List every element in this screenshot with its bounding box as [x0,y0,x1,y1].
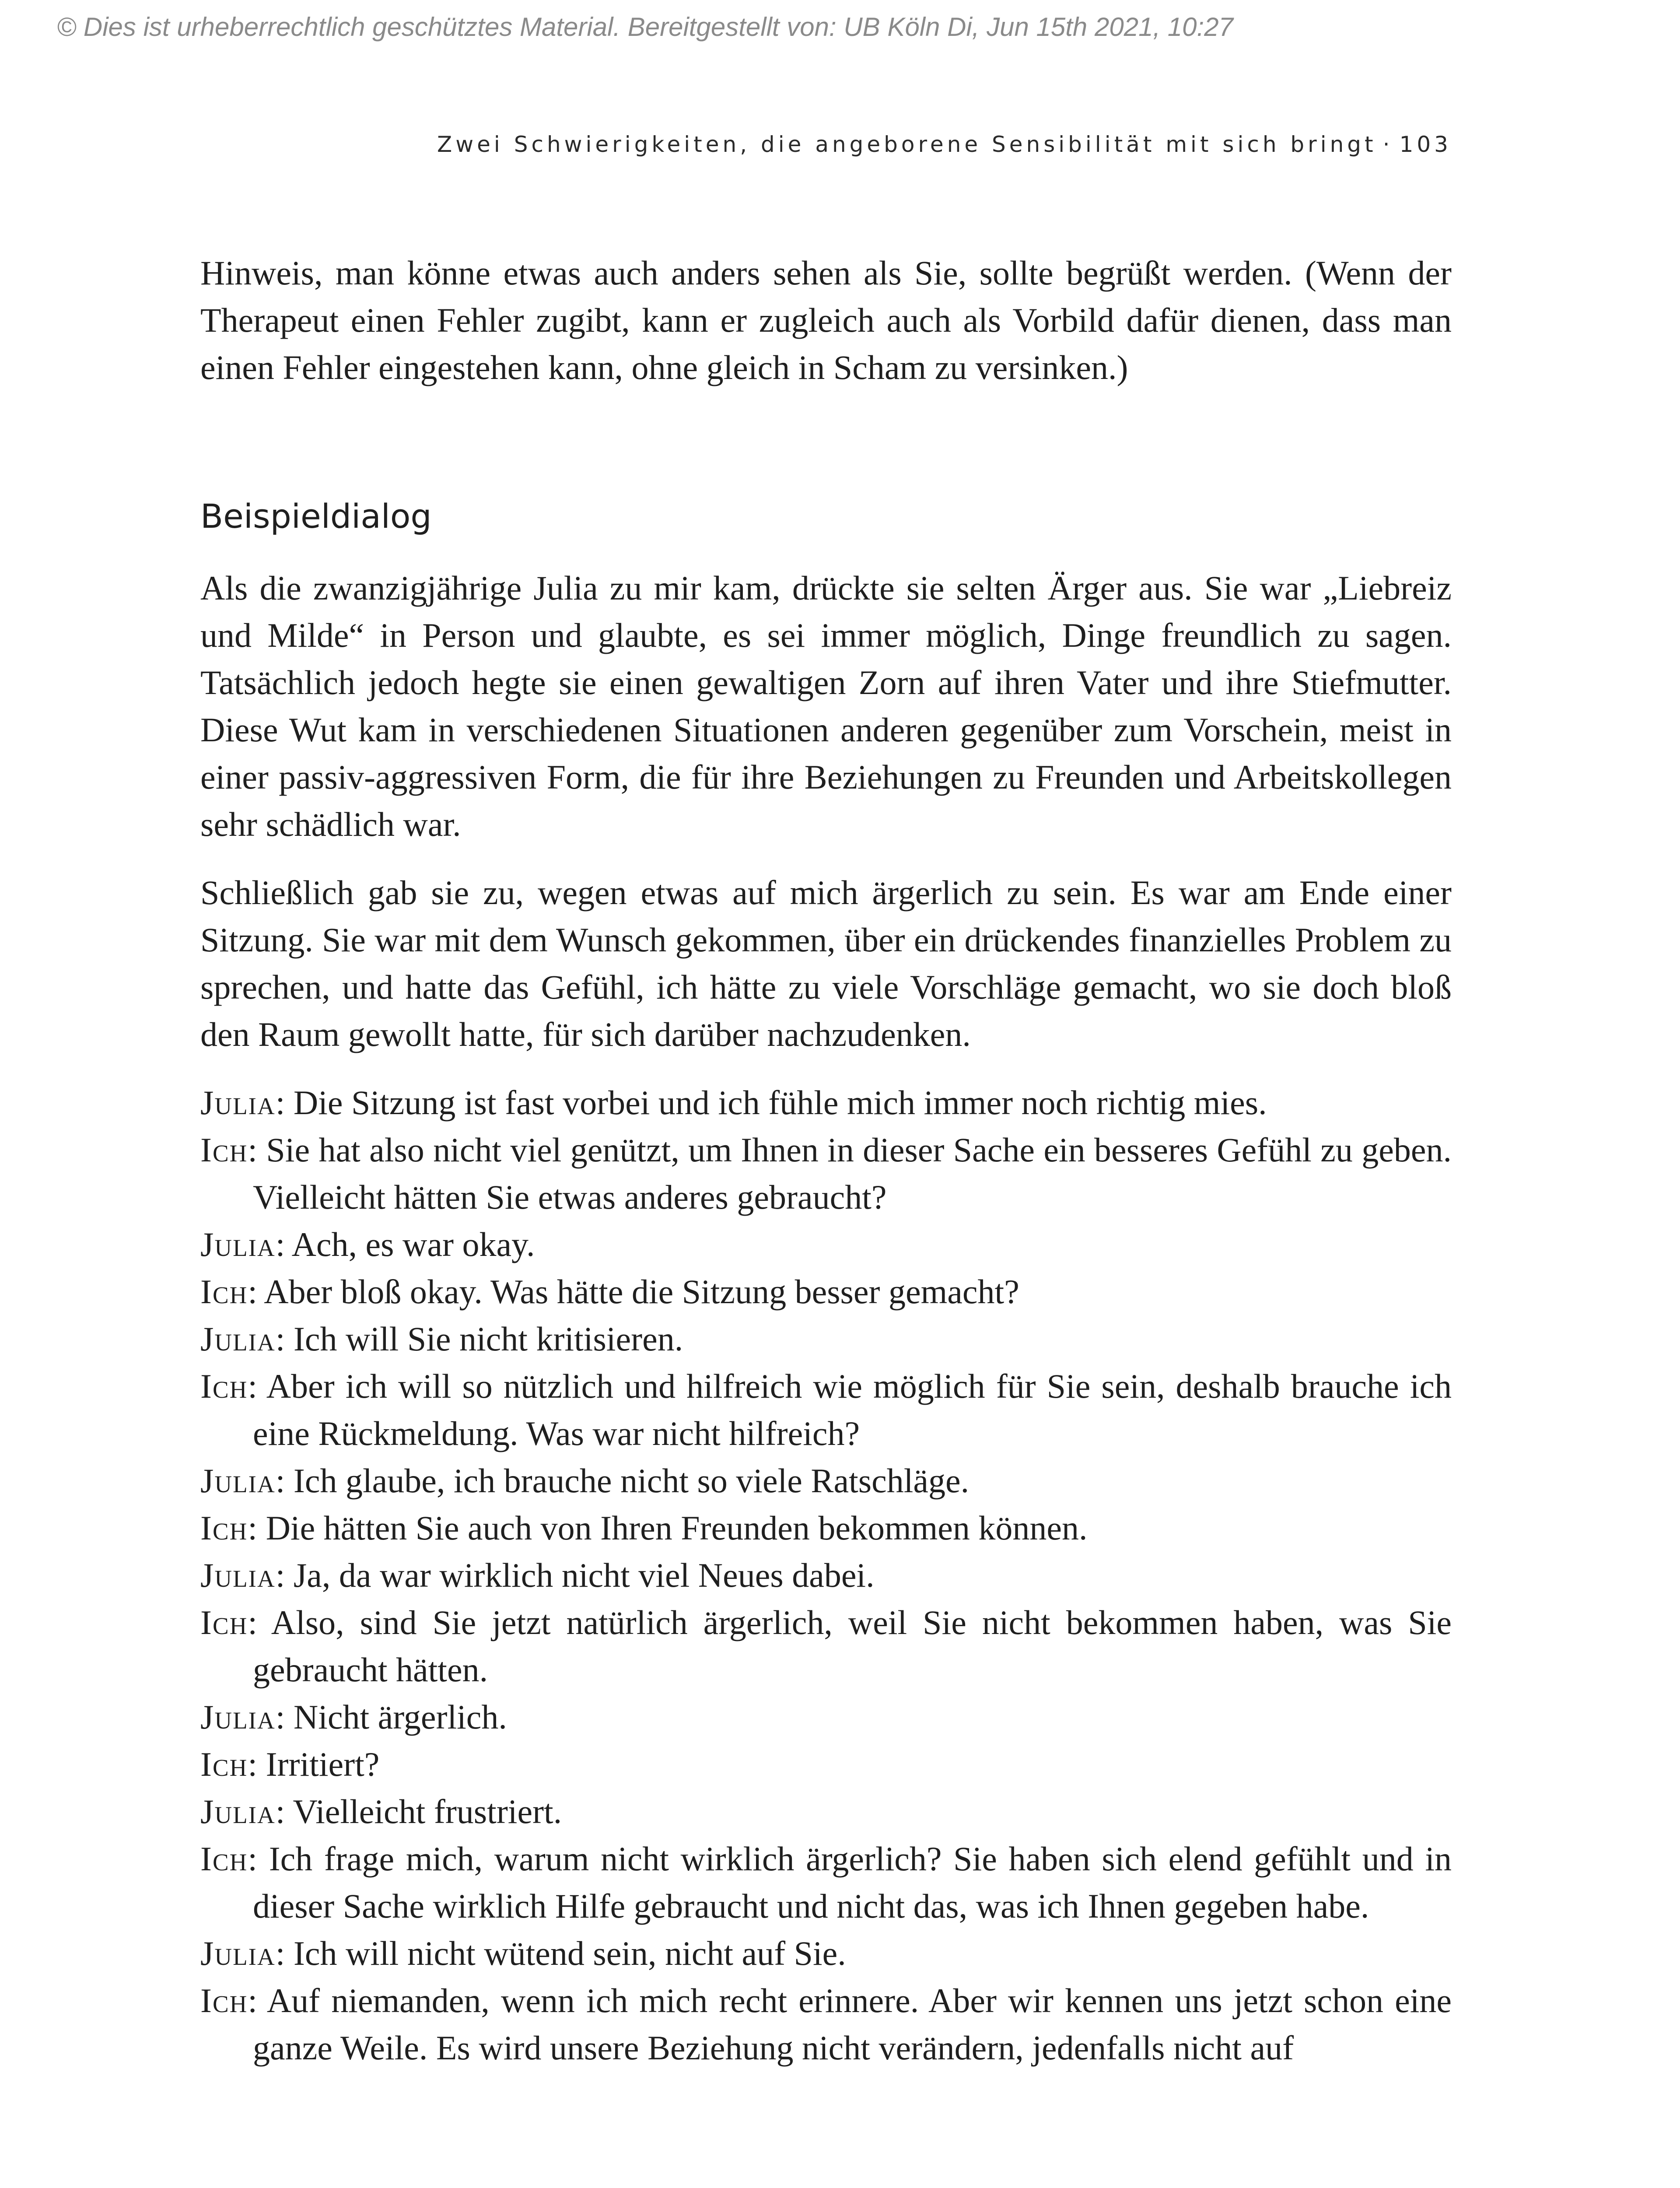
body-paragraph: Schließlich gab sie zu, wegen etwas auf mich ärgerlich zu sein. Es war am Ende einer Sitzung. Sie war mit dem Wunsch gekommen, über ein drückendes finanzielles Problem zu sprechen, und hatte das Gefühl, ich hätte zu viele Vorschläge gemacht, wo sie doch bloß den Raum gewollt hatte, für sich darüber nachzudenken. [200,873,1452,1053]
dialog-speaker: Ich [200,1745,248,1783]
dialog-text: Aber ich will so nützlich und hilfreich wie möglich für Sie sein, deshalb brauche ich eine Rückmeldung. Was war nicht hilfreich? [253,1367,1452,1452]
dialog-speaker: Julia [200,1225,276,1263]
dialog-text: Die Sitzung ist fast vorbei und ich fühle mich immer noch richtig mies. [293,1083,1267,1122]
dialog-line: Julia: Nicht ärgerlich. [200,1698,507,1736]
opening-text [200,249,1452,391]
dialog-text: Ich glaube, ich brauche nicht so viele Ratschläge. [293,1462,970,1500]
dialog-text: Sie hat also nicht viel genützt, um Ihnen in dieser Sache ein besseres Gefühl zu geben. Vielleicht hätten Sie etwas anderes gebraucht? [253,1131,1452,1216]
dialog-line: Ich: Die hätten Sie auch von Ihren Freunden bekommen können. [200,1509,1088,1547]
dialog-text: Ach, es war okay. [291,1225,535,1263]
running-header [200,125,1452,164]
dialog-speaker: Julia [200,1320,276,1358]
body-paragraph: Als die zwanzigjährige Julia zu mir kam, drückte sie selten Ärger aus. Sie war „Liebreiz und Milde“ in Person und glaubte, es sei immer möglich, Dinge freundlich zu sagen. Tatsächlich jedoch hegte sie einen gewaltigen Zorn auf ihren Vater und ihre Stiefmutter. Diese Wut kam in verschiedenen Situationen anderen gegenüber zum Vorschein, meist in einer passiv-aggressiven Form, die für ihre Beziehungen zu Freunden und Arbeitskollegen sehr schädlich war. [200,569,1452,843]
dialog-text: Nicht ärgerlich. [293,1698,507,1736]
dialog-text: Auf niemanden, wenn ich mich recht erinnere. Aber wir kennen uns jetzt schon eine ganze Weile. Es wird unsere Beziehung nicht verändern, jedenfalls nicht auf [253,1981,1452,2067]
dialog-text: Ich will Sie nicht kritisieren. [293,1320,683,1358]
section-heading: Beispieldialog [200,497,432,536]
dialog-speaker: Ich [200,1367,248,1405]
dialog-line: Julia: Ich glaube, ich brauche nicht so viele Ratschläge. [200,1462,970,1500]
running-header-separator: · [1382,132,1393,157]
dialog-line: Ich: Irritiert? [200,1745,380,1783]
dialog-speaker: Julia [200,1792,276,1830]
section-body [200,565,1452,2072]
dialog-line: Julia: Ja, da war wirklich nicht viel Neues dabei. [200,1556,875,1594]
dialog-line: Ich: Aber bloß okay. Was hätte die Sitzung besser gemacht? [200,1273,1019,1311]
dialog-speaker: Ich [200,1603,248,1641]
dialog-text: Die hätten Sie auch von Ihren Freunden bekommen können. [266,1509,1088,1547]
running-header-title: Zwei Schwierigkeiten, die angeborene Sensibilität mit sich bringt [437,132,1377,157]
dialog-line: Ich: Sie hat also nicht viel genützt, um Ihnen in dieser Sache ein besseres Gefühl zu geben. Vielleicht hätten Sie etwas anderes gebraucht? [200,1131,1452,1216]
dialog-line: Ich: Aber ich will so nützlich und hilfreich wie möglich für Sie sein, deshalb brauche ich eine Rückmeldung. Was war nicht hilfreich? [200,1367,1452,1452]
dialog-text: Ich frage mich, warum nicht wirklich ärgerlich? Sie haben sich elend gefühlt und in dieser Sache wirklich Hilfe gebraucht und nicht das, was ich Ihnen gegeben habe. [253,1840,1452,1925]
dialog-speaker: Ich [200,1509,248,1547]
dialog-text: Also, sind Sie jetzt natürlich ärgerlich, weil Sie nicht bekommen haben, was Sie gebraucht hätten. [253,1603,1452,1689]
dialog-speaker: Ich [200,1131,248,1169]
dialog-line: Ich: Auf niemanden, wenn ich mich recht erinnere. Aber wir kennen uns jetzt schon eine ganze Weile. Es wird unsere Beziehung nicht verändern, jedenfalls nicht auf [200,1981,1452,2067]
dialog-text: Ja, da war wirklich nicht viel Neues dabei. [293,1556,875,1594]
dialog-line: Ich: Ich frage mich, warum nicht wirklich ärgerlich? Sie haben sich elend gefühlt und in dieser Sache wirklich Hilfe gebraucht und nicht das, was ich Ihnen gegeben habe. [200,1840,1452,1925]
dialog-text: Ich will nicht wütend sein, nicht auf Sie. [293,1934,846,1972]
dialog-line: Julia: Ach, es war okay. [200,1225,535,1263]
dialog-line: Julia: Ich will Sie nicht kritisieren. [200,1320,683,1358]
dialog-speaker: Julia [200,1083,276,1122]
dialog-text: Aber bloß okay. Was hätte die Sitzung besser gemacht? [264,1273,1019,1311]
dialog-line: Julia: Vielleicht frustriert. [200,1792,562,1830]
dialog-speaker: Julia [200,1934,276,1972]
example-dialog [200,1079,1452,2072]
page-number: 103 [1399,132,1452,157]
dialog-text: Irritiert? [266,1745,380,1783]
dialog-line: Julia: Ich will nicht wütend sein, nicht auf Sie. [200,1934,846,1972]
dialog-line: Julia: Die Sitzung ist fast vorbei und ich fühle mich immer noch richtig mies. [200,1083,1267,1122]
dialog-speaker: Julia [200,1556,276,1594]
copyright-notice: © Dies ist urheberrechtlich geschütztes Material. Bereitgestellt von: UB Köln Di, Jun 15th 2021, 10:27 [57,12,1233,42]
dialog-speaker: Ich [200,1981,248,2020]
dialog-speaker: Julia [200,1698,276,1736]
dialog-speaker: Ich [200,1273,248,1311]
dialog-text: Vielleicht frustriert. [293,1792,562,1830]
dialog-speaker: Ich [200,1840,248,1878]
dialog-line: Ich: Also, sind Sie jetzt natürlich ärgerlich, weil Sie nicht bekommen haben, was Sie gebraucht hätten. [200,1603,1452,1689]
dialog-speaker: Julia [200,1462,276,1500]
opening-paragraph: Hinweis, man könne etwas auch anders sehen als Sie, sollte begrüßt werden. (Wenn der Therapeut einen Fehler zugibt, kann er zugleich auch als Vorbild dafür dienen, dass man einen Fehler eingestehen kann, ohne gleich in Scham zu versinken.) [200,254,1452,386]
